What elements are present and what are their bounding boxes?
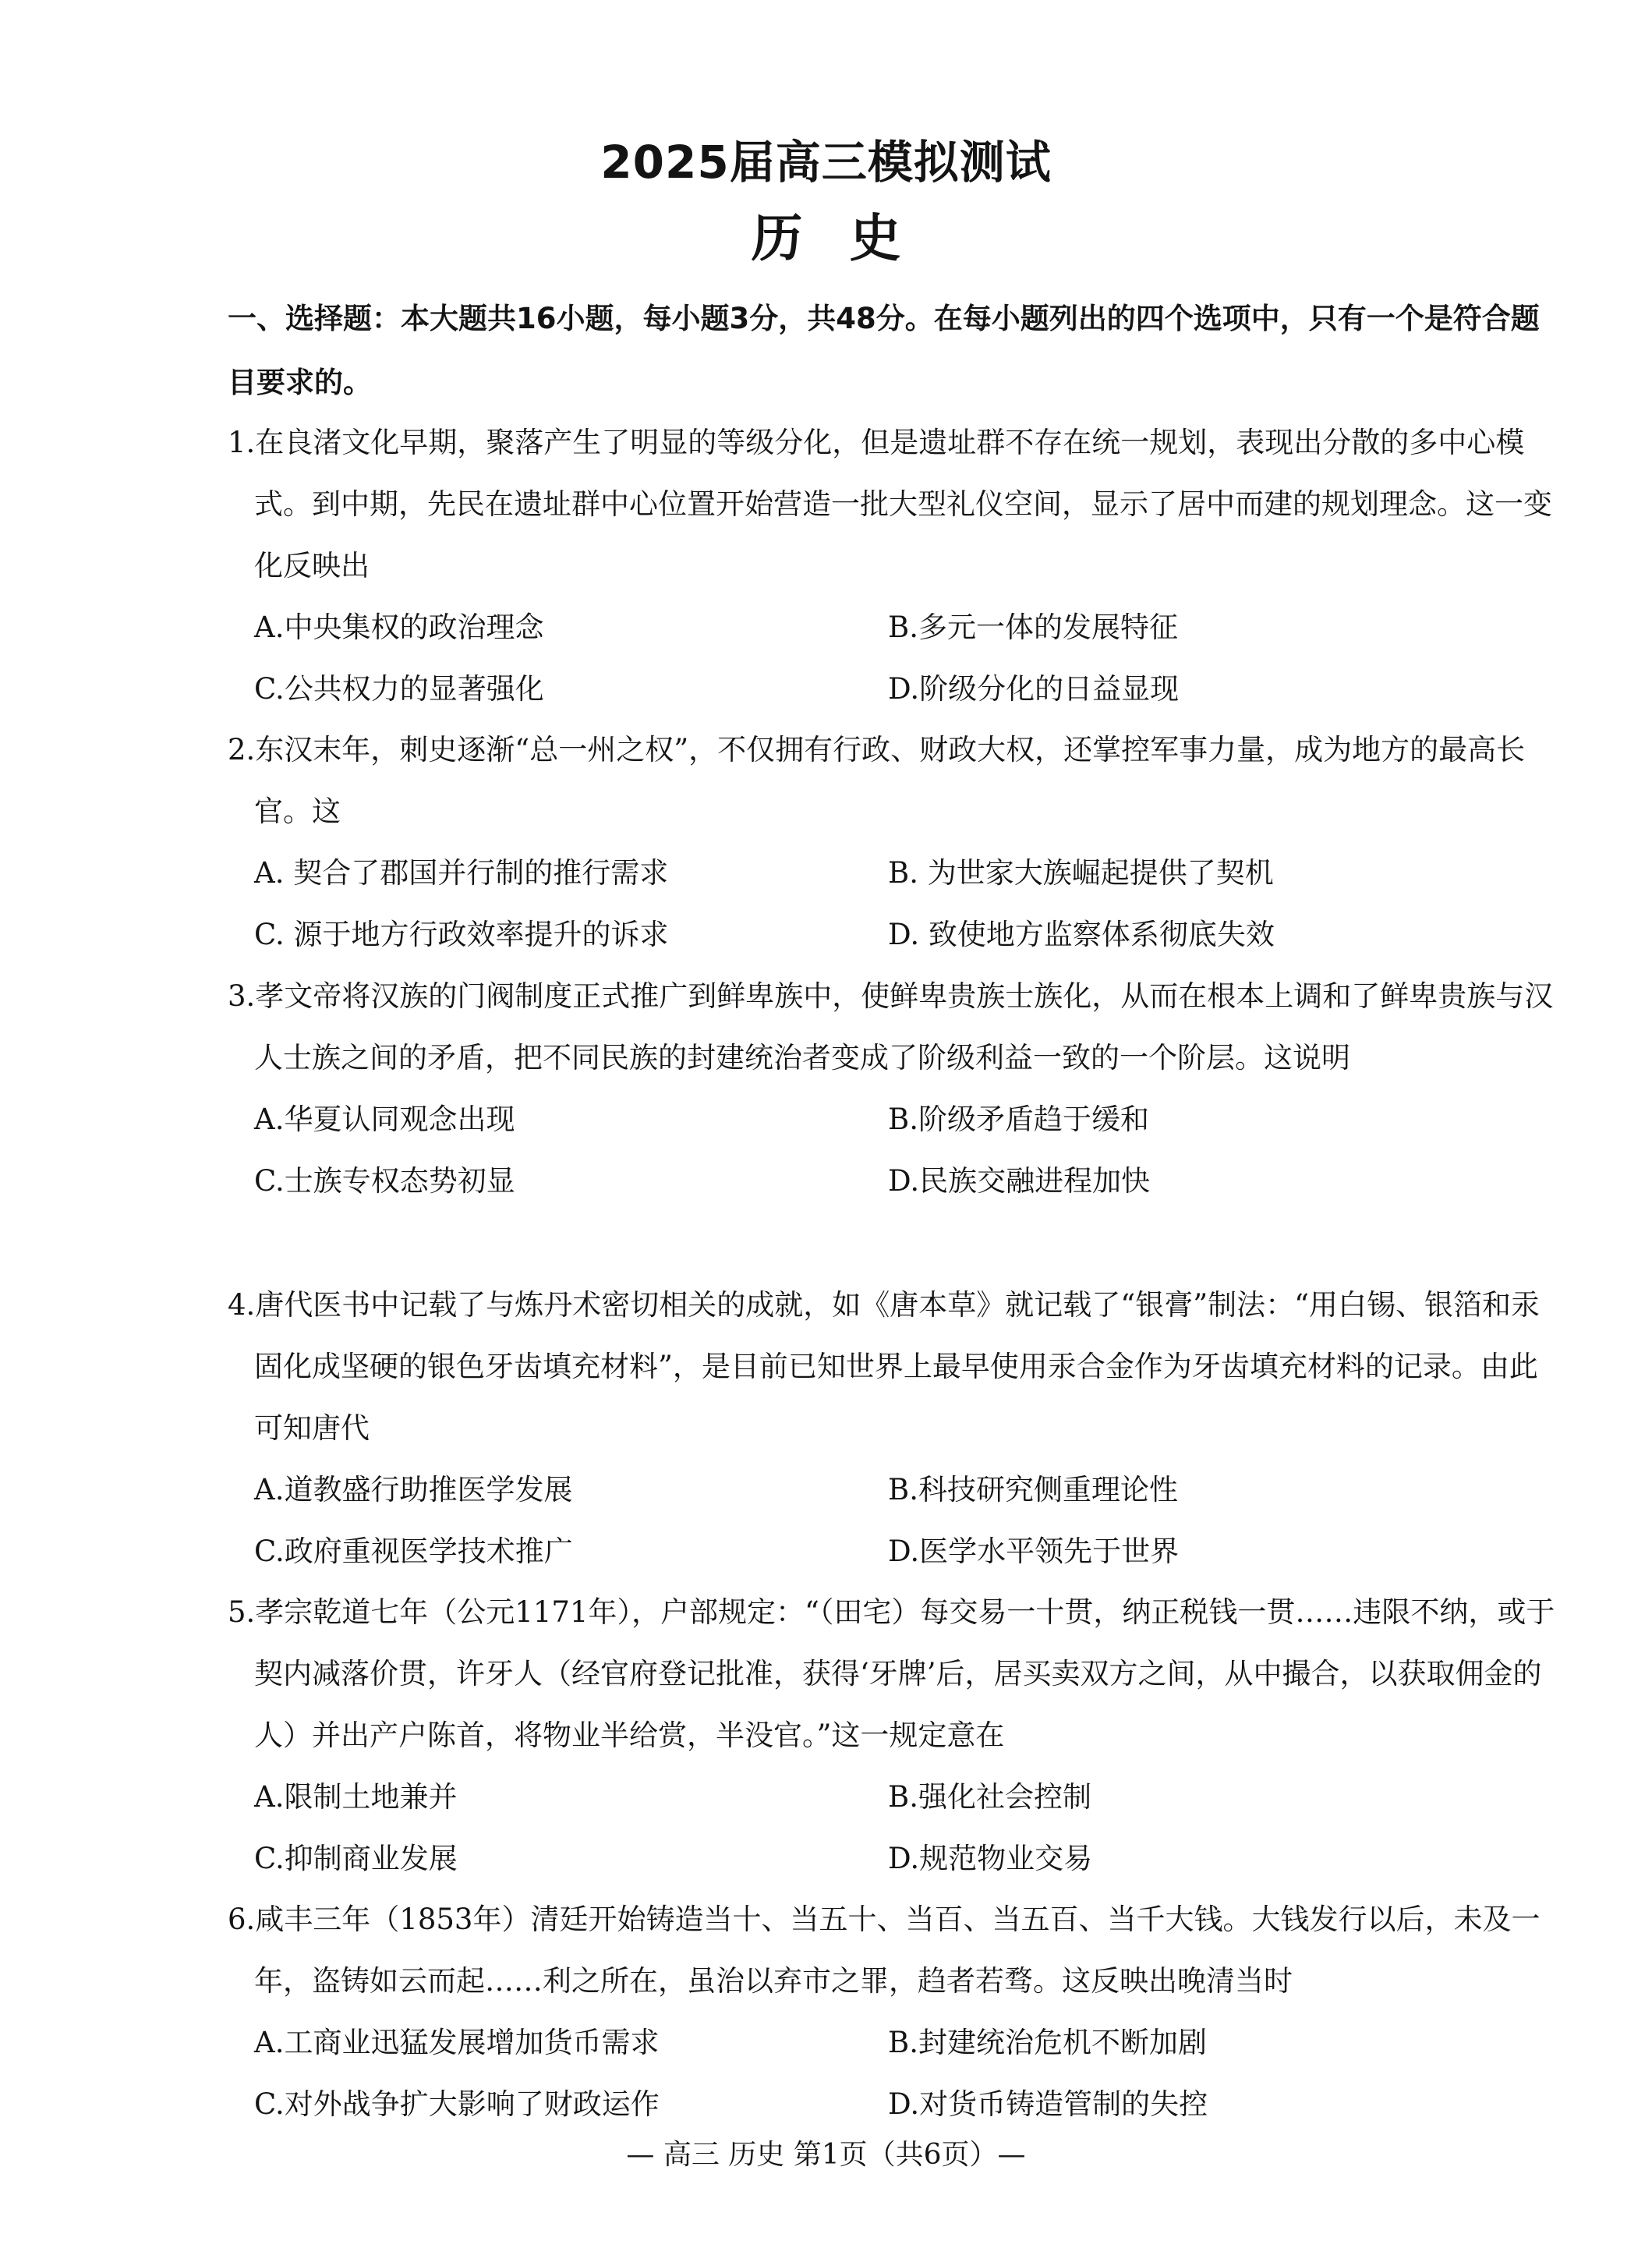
option-d: D. 致使地方监察体系彻底失效	[888, 918, 1275, 951]
question-1	[228, 412, 1561, 720]
question-options	[228, 2012, 1561, 2135]
question-stem: 5.孝宗乾道七年（公元1171年），户部规定：“（田宅）每交易一十贯，纳正税钱一贯……违限不纳，或于契内减落价贯，许牙人（经官府登记批准，获得‘牙牌’后，居买卖双方之间，从中撮合，以获取佣金的人）并出产户陈首，将物业半给赏，半没官。”这一规定意在	[228, 1595, 1555, 1752]
option-a: A.限制土地兼并	[254, 1780, 458, 1814]
question-stem: 3.孝文帝将汉族的门阀制度正式推广到鲜卑族中，使鲜卑贵族士族化，从而在根本上调和了鲜卑贵族与汉人士族之间的矛盾，把不同民族的封建统治者变成了阶级利益一致的一个阶层。这说明	[228, 979, 1554, 1074]
question-options	[228, 1089, 1561, 1212]
question-stem: 2.东汉末年，刺史逐渐“总一州之权”，不仅拥有行政、财政大权，还掌控军事力量，成为地方的最高长官。这	[228, 733, 1526, 828]
question-options	[228, 596, 1561, 720]
option-d: D.规范物业交易	[888, 1842, 1093, 1875]
option-a: A.道教盛行助推医学发展	[254, 1473, 573, 1506]
question-6	[228, 1889, 1561, 2135]
option-d: D.阶级分化的日益显现	[888, 672, 1180, 706]
question-options	[228, 1766, 1561, 1889]
option-d: D.医学水平领先于世界	[888, 1535, 1180, 1568]
option-b: B.科技研究侧重理论性	[888, 1473, 1178, 1506]
option-c: C.政府重视医学技术推广	[254, 1535, 573, 1568]
option-c: C. 源于地方行政效率提升的诉求	[254, 918, 669, 951]
option-c: C.抑制商业发展	[254, 1842, 458, 1875]
option-b: B. 为世家大族崛起提供了契机	[888, 856, 1274, 890]
option-b: B.封建统治危机不断加剧	[888, 2026, 1207, 2059]
option-b: B.强化社会控制	[888, 1780, 1091, 1814]
option-c: C.士族专权态势初显	[254, 1164, 515, 1198]
exam-subject: 历史	[751, 208, 948, 268]
question-stem: 6.咸丰三年（1853年）清廷开始铸造当十、当五十、当百、当五百、当千大钱。大钱发行以后，未及一年，盗铸如云而起……利之所在，虽治以弃市之罪，趋者若骛。这反映出晚清当时	[228, 1903, 1541, 1998]
option-c: C.公共权力的显著强化	[254, 672, 544, 706]
page-footer: — 高三 历史 第1页（共6页）—	[626, 2139, 1026, 2171]
option-b: B.多元一体的发展特征	[888, 611, 1178, 644]
option-a: A.中央集权的政治理念	[254, 611, 544, 644]
option-d: D.对货币铸造管制的失控	[888, 2087, 1208, 2121]
option-a: A.华夏认同观念出现	[254, 1103, 515, 1136]
question-options	[228, 842, 1561, 965]
option-a: A. 契合了郡国并行制的推行需求	[254, 856, 669, 890]
question-options	[228, 1459, 1561, 1582]
option-b: B.阶级矛盾趋于缓和	[888, 1103, 1149, 1136]
exam-title: 2025届高三模拟测试	[600, 136, 1052, 189]
question-2	[228, 719, 1561, 965]
section-instructions: 一、选择题：本大题共16小题，每小题3分，共48分。在每小题列出的四个选项中，只有一个是符合题目要求的。	[228, 302, 1540, 399]
option-a: A.工商业迅猛发展增加货币需求	[254, 2026, 660, 2059]
question-5	[228, 1581, 1561, 1889]
question-stem: 4.唐代医书中记载了与炼丹术密切相关的成就，如《唐本草》就记载了“银膏”制法：“用白锡、银箔和汞固化成坚硬的银色牙齿填充材料”，是目前已知世界上最早使用汞合金作为牙齿填充材料的记录。由此可知唐代	[228, 1288, 1541, 1445]
question-stem: 1.在良渚文化早期，聚落产生了明显的等级分化，但是遗址群不存在统一规划，表现出分散的多中心模式。到中期，先民在遗址群中心位置开始营造一批大型礼仪空间，显示了居中而建的规划理念。这一变化反映出	[228, 426, 1552, 582]
question-3	[228, 965, 1561, 1212]
question-4	[228, 1274, 1561, 1582]
option-c: C.对外战争扩大影响了财政运作	[254, 2087, 660, 2121]
option-d: D.民族交融进程加快	[888, 1164, 1151, 1198]
